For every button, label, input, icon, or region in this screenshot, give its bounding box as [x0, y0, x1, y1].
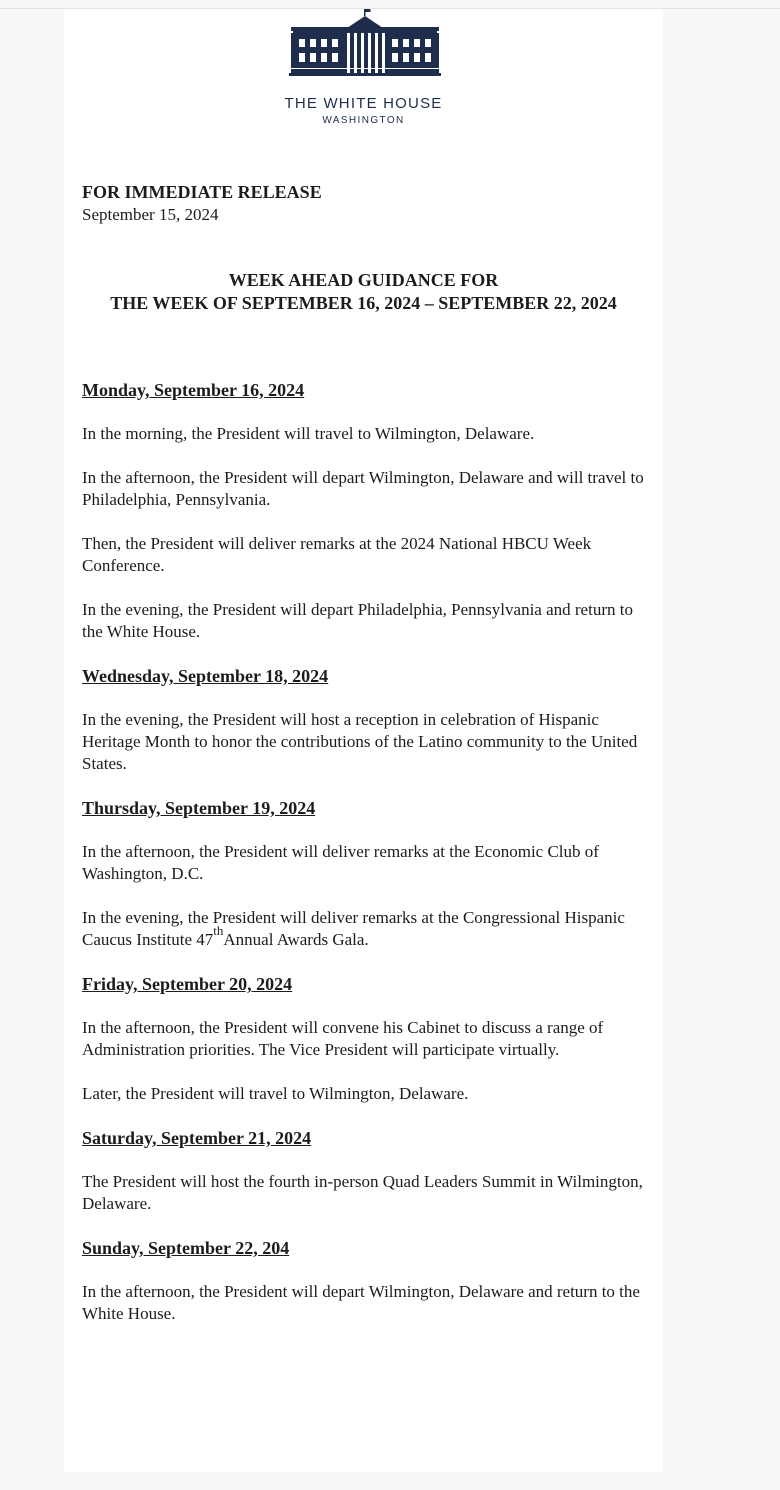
day-section-thursday: [82, 797, 647, 951]
day-section-wednesday: [82, 665, 647, 775]
gala-text-before: In the evening, the President will deliver remarks at the Congressional Hispanic Caucus Institute 47: [82, 908, 625, 949]
schedule-paragraph: In the afternoon, the President will deliver remarks at the Economic Club of Washington, D.C.: [82, 842, 599, 883]
ordinal-suffix: th: [213, 923, 224, 938]
schedule-paragraph: In the afternoon, the President will convene his Cabinet to discuss a range of Administration priorities. The Vice President will participate virtually.: [82, 1018, 604, 1059]
schedule-content: [82, 379, 647, 1347]
release-date: September 15, 2024: [82, 205, 219, 224]
schedule-paragraph: In the evening, the President will depart Philadelphia, Pennsylvania and return to the White House.: [82, 600, 633, 641]
schedule-paragraph: Later, the President will travel to Wilmington, Delaware.: [82, 1084, 469, 1103]
day-section-friday: [82, 973, 647, 1105]
day-heading: Monday, September 16, 2024: [82, 380, 305, 400]
schedule-paragraph: The President will host the fourth in-person Quad Leaders Summit in Wilmington, Delaware.: [82, 1172, 643, 1213]
headline-line-2: THE WEEK OF SEPTEMBER 16, 2024 – SEPTEMBER 22, 2024: [110, 292, 617, 313]
brand-name: THE WHITE HOUSE: [284, 95, 443, 112]
day-heading: Wednesday, September 18, 2024: [82, 666, 329, 686]
day-heading: Thursday, September 19, 2024: [82, 798, 316, 818]
day-section-saturday: [82, 1127, 647, 1215]
day-heading: Saturday, September 21, 2024: [82, 1128, 312, 1148]
day-section-sunday: [82, 1237, 647, 1325]
day-section-monday: [82, 379, 647, 643]
press-release-page: [64, 9, 663, 1472]
day-heading: Sunday, September 22, 204: [82, 1238, 290, 1258]
headline-line-1: WEEK AHEAD GUIDANCE FOR: [228, 270, 499, 290]
day-heading: Friday, September 20, 2024: [82, 974, 293, 994]
white-house-logo-icon: [289, 9, 441, 77]
schedule-paragraph: In the afternoon, the President will depart Wilmington, Delaware and return to the White House.: [82, 1282, 640, 1323]
schedule-paragraph: In the evening, the President will host a reception in celebration of Hispanic Heritage Month to honor the contributions of the Latino community to the United States.: [82, 710, 638, 773]
release-label: FOR IMMEDIATE RELEASE: [82, 182, 322, 202]
schedule-paragraph-gala: [82, 907, 647, 951]
schedule-paragraph: In the afternoon, the President will depart Wilmington, Delaware and will travel to Philadelphia, Pennsylvania.: [82, 468, 644, 509]
document-headline: [82, 269, 645, 314]
gala-text-after: Annual Awards Gala.: [223, 930, 369, 949]
schedule-paragraph: Then, the President will deliver remarks at the 2024 National HBCU Week Conference.: [82, 534, 592, 575]
brand-subtitle: WASHINGTON: [322, 115, 405, 126]
schedule-paragraph: In the morning, the President will travel to Wilmington, Delaware.: [82, 424, 535, 443]
